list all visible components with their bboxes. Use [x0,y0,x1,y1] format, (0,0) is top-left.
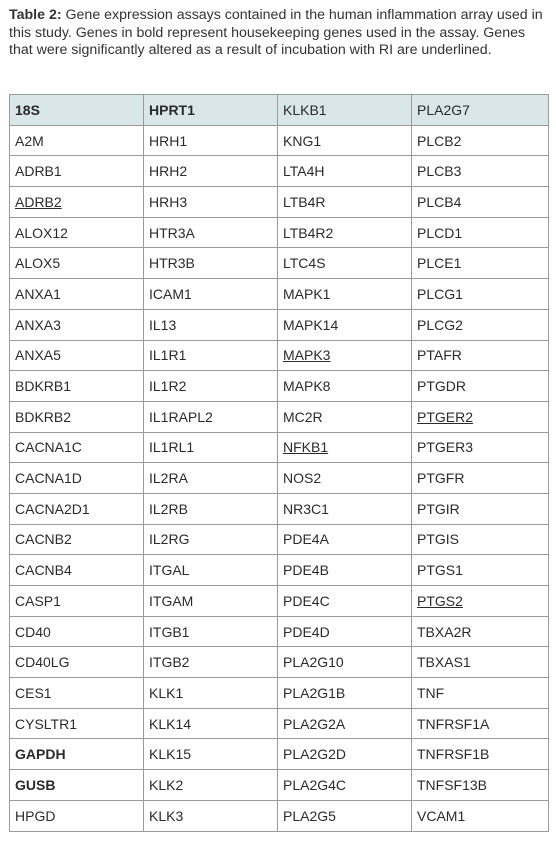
caption-label: Table 2: [9,7,62,23]
gene-name: 18S [15,101,40,118]
table-cell [10,647,144,678]
table-cell [412,279,549,310]
table-cell [144,156,278,187]
gene-name: PTGS2 [417,592,463,609]
table-row [10,647,549,678]
table-cell [10,555,144,586]
gene-name: MC2R [283,408,323,425]
table-cell [412,555,549,586]
table-cell [10,217,144,248]
table-cell [10,524,144,555]
table-cell [144,647,278,678]
gene-name: NFKB1 [283,439,329,456]
gene-name: HTR3B [149,255,195,272]
table-header-row [10,95,549,126]
table-cell [144,770,278,801]
table-cell [412,371,549,402]
table-cell [412,401,549,432]
gene-name: ALOX12 [15,224,68,241]
table-cell [278,340,412,371]
gene-name: CACNA2D1 [15,500,90,517]
gene-name: HRH2 [149,163,188,180]
table-cell [278,493,412,524]
gene-name: TNFRSF1A [417,715,490,732]
table-cell [412,770,549,801]
table-cell [278,187,412,218]
table-cell [10,800,144,831]
table-row [10,125,549,156]
caption-text: Gene expression assays contained in the human inflammation array used in this study. Genes in bold represent housekeeping genes used in the assay. Genes that were significantly altered as a result of incubation with RI are underlined. [9,7,543,58]
table-cell [10,279,144,310]
table-cell [278,463,412,494]
gene-name: KLKB1 [283,101,327,118]
table-cell [412,586,549,617]
gene-name: TBXAS1 [417,654,471,671]
table-row [10,524,549,555]
table-cell [10,371,144,402]
gene-name: BDKRB2 [15,408,72,425]
gene-name: IL13 [149,316,177,333]
table-cell [278,800,412,831]
table-cell [144,371,278,402]
gene-name: NOS2 [283,470,322,487]
gene-name: PLA2G7 [417,101,470,118]
table-cell [10,678,144,709]
table-cell [412,217,549,248]
table-cell [144,217,278,248]
table-cell [412,493,549,524]
gene-name: GAPDH [15,746,66,763]
table-row [10,586,549,617]
gene-name: LTB4R2 [283,224,334,241]
table-cell [10,187,144,218]
table-cell [10,340,144,371]
table-cell [144,309,278,340]
gene-name: A2M [15,132,44,149]
table-cell [278,555,412,586]
table-cell [144,279,278,310]
table-cell [10,125,144,156]
table-cell [278,708,412,739]
table-row [10,432,549,463]
gene-name: ITGB2 [149,654,190,671]
table-cell [278,125,412,156]
table-cell [144,401,278,432]
table-cell [10,463,144,494]
gene-name: PDE4A [283,531,329,548]
gene-name: MAPK8 [283,378,331,395]
table-row [10,800,549,831]
gene-name: PTGER3 [417,439,474,456]
gene-name: ADRB1 [15,163,62,180]
table-cell [278,309,412,340]
table-cell [412,616,549,647]
gene-name: HPRT1 [149,101,195,118]
table-cell [412,739,549,770]
gene-name: HRH3 [149,193,188,210]
gene-name: PLCB2 [417,132,462,149]
gene-name: PLCD1 [417,224,463,241]
gene-name: IL2RA [149,470,188,487]
table-cell [144,463,278,494]
gene-expression-table [9,94,549,832]
gene-name: ICAM1 [149,285,192,302]
table-cell [10,156,144,187]
gene-name: MAPK3 [283,347,331,364]
gene-name: PLA2G5 [283,807,336,824]
table-cell [412,678,549,709]
table-cell [144,708,278,739]
table-cell [144,187,278,218]
table-cell [144,800,278,831]
gene-name: ADRB2 [15,193,62,210]
gene-name: CD40LG [15,654,70,671]
gene-name: IL2RB [149,500,188,517]
table-cell [278,739,412,770]
table-row [10,340,549,371]
gene-name: KLK2 [149,776,184,793]
gene-name: PLCG1 [417,285,463,302]
gene-name: KLK1 [149,684,184,701]
gene-name: VCAM1 [417,807,466,824]
gene-name: PTGER2 [417,408,474,425]
table-row [10,371,549,402]
table-cell [278,279,412,310]
table-row [10,248,549,279]
table-cell [10,708,144,739]
table-cell [10,493,144,524]
gene-name: PLA2G4C [283,776,347,793]
table-cell [412,156,549,187]
table-body [10,95,549,832]
table-row [10,279,549,310]
table-cell [412,340,549,371]
gene-name: CASP1 [15,592,61,609]
table-cell [144,248,278,279]
table-cell [278,156,412,187]
gene-name: MAPK1 [283,285,331,302]
gene-name: IL1RL1 [149,439,195,456]
gene-name: ANXA5 [15,347,61,364]
table-cell [278,371,412,402]
table-cell [144,739,278,770]
table-cell [144,95,278,126]
table-cell [412,708,549,739]
table-cell [278,770,412,801]
table-cell [10,770,144,801]
table-cell [10,309,144,340]
table-cell [412,647,549,678]
table-cell [278,586,412,617]
gene-name: GUSB [15,776,56,793]
table-cell [144,586,278,617]
gene-name: PLA2G2D [283,746,347,763]
table-cell [278,524,412,555]
table-row [10,187,549,218]
gene-name: ITGB1 [149,623,190,640]
table-cell [412,125,549,156]
gene-name: IL1RAPL2 [149,408,213,425]
table-row [10,739,549,770]
gene-name: CACNA1D [15,470,82,487]
table-row [10,309,549,340]
gene-name: ALOX5 [15,255,61,272]
table-row [10,493,549,524]
table-cell [10,401,144,432]
table-cell [144,524,278,555]
gene-name: PLA2G10 [283,654,344,671]
table-cell [278,248,412,279]
gene-name: ANXA3 [15,316,61,333]
table-caption [9,7,551,60]
table-row [10,555,549,586]
table-cell [278,432,412,463]
gene-name: IL1R1 [149,347,187,364]
gene-name: PTGIS [417,531,460,548]
gene-name: BDKRB1 [15,378,72,395]
gene-name: PTGS1 [417,562,463,579]
table-cell [278,401,412,432]
gene-name: PLCB4 [417,193,462,210]
gene-name: PDE4B [283,562,329,579]
gene-name: NR3C1 [283,500,329,517]
table-cell [412,463,549,494]
gene-name: CES1 [15,684,52,701]
table-row [10,217,549,248]
gene-name: LTA4H [283,163,325,180]
gene-name: HTR3A [149,224,195,241]
table-cell [144,555,278,586]
gene-name: MAPK14 [283,316,339,333]
table-row [10,708,549,739]
table-row [10,770,549,801]
gene-name: PLCB3 [417,163,462,180]
gene-name: PLA2G1B [283,684,346,701]
table-cell [278,647,412,678]
table-cell [144,340,278,371]
table-row [10,156,549,187]
table-row [10,616,549,647]
table-cell [412,309,549,340]
table-cell [278,217,412,248]
gene-name: TNFSF13B [417,776,488,793]
gene-name: KNG1 [283,132,322,149]
table-cell [144,493,278,524]
table-cell [278,95,412,126]
table-cell [412,524,549,555]
gene-name: PLA2G2A [283,715,346,732]
table-cell [10,739,144,770]
gene-name: TNF [417,684,445,701]
table-cell [144,432,278,463]
table-cell [412,187,549,218]
table-cell [10,586,144,617]
gene-name: PTAFR [417,347,462,364]
gene-name: KLK3 [149,807,184,824]
gene-name: PTGIR [417,500,460,517]
table-cell [144,678,278,709]
gene-name: CD40 [15,623,51,640]
table-cell [412,800,549,831]
table-cell [10,616,144,647]
gene-name: ANXA1 [15,285,61,302]
gene-name: PDE4D [283,623,330,640]
gene-name: LTC4S [283,255,326,272]
gene-name: KLK15 [149,746,192,763]
table-cell [144,125,278,156]
gene-name: PLCE1 [417,255,462,272]
table-cell [278,678,412,709]
table-row [10,401,549,432]
table-cell [10,432,144,463]
gene-name: PTGDR [417,378,466,395]
gene-name: HPGD [15,807,56,824]
table-cell [278,616,412,647]
table-row [10,678,549,709]
table-cell [144,616,278,647]
table-cell [412,95,549,126]
gene-name: ITGAL [149,562,190,579]
gene-name: CACNB2 [15,531,72,548]
gene-name: CACNA1C [15,439,82,456]
table-cell [10,95,144,126]
gene-name: IL1R2 [149,378,187,395]
gene-name: PTGFR [417,470,465,487]
gene-name: TBXA2R [417,623,472,640]
table-cell [412,432,549,463]
gene-name: PDE4C [283,592,330,609]
gene-name: CYSLTR1 [15,715,77,732]
table-cell [412,248,549,279]
table-cell [10,248,144,279]
gene-name: ITGAM [149,592,194,609]
gene-name: HRH1 [149,132,188,149]
table-row [10,463,549,494]
gene-name: CACNB4 [15,562,72,579]
gene-name: IL2RG [149,531,190,548]
gene-name: TNFRSF1B [417,746,490,763]
gene-name: PLCG2 [417,316,463,333]
gene-name: LTB4R [283,193,326,210]
gene-name: KLK14 [149,715,192,732]
